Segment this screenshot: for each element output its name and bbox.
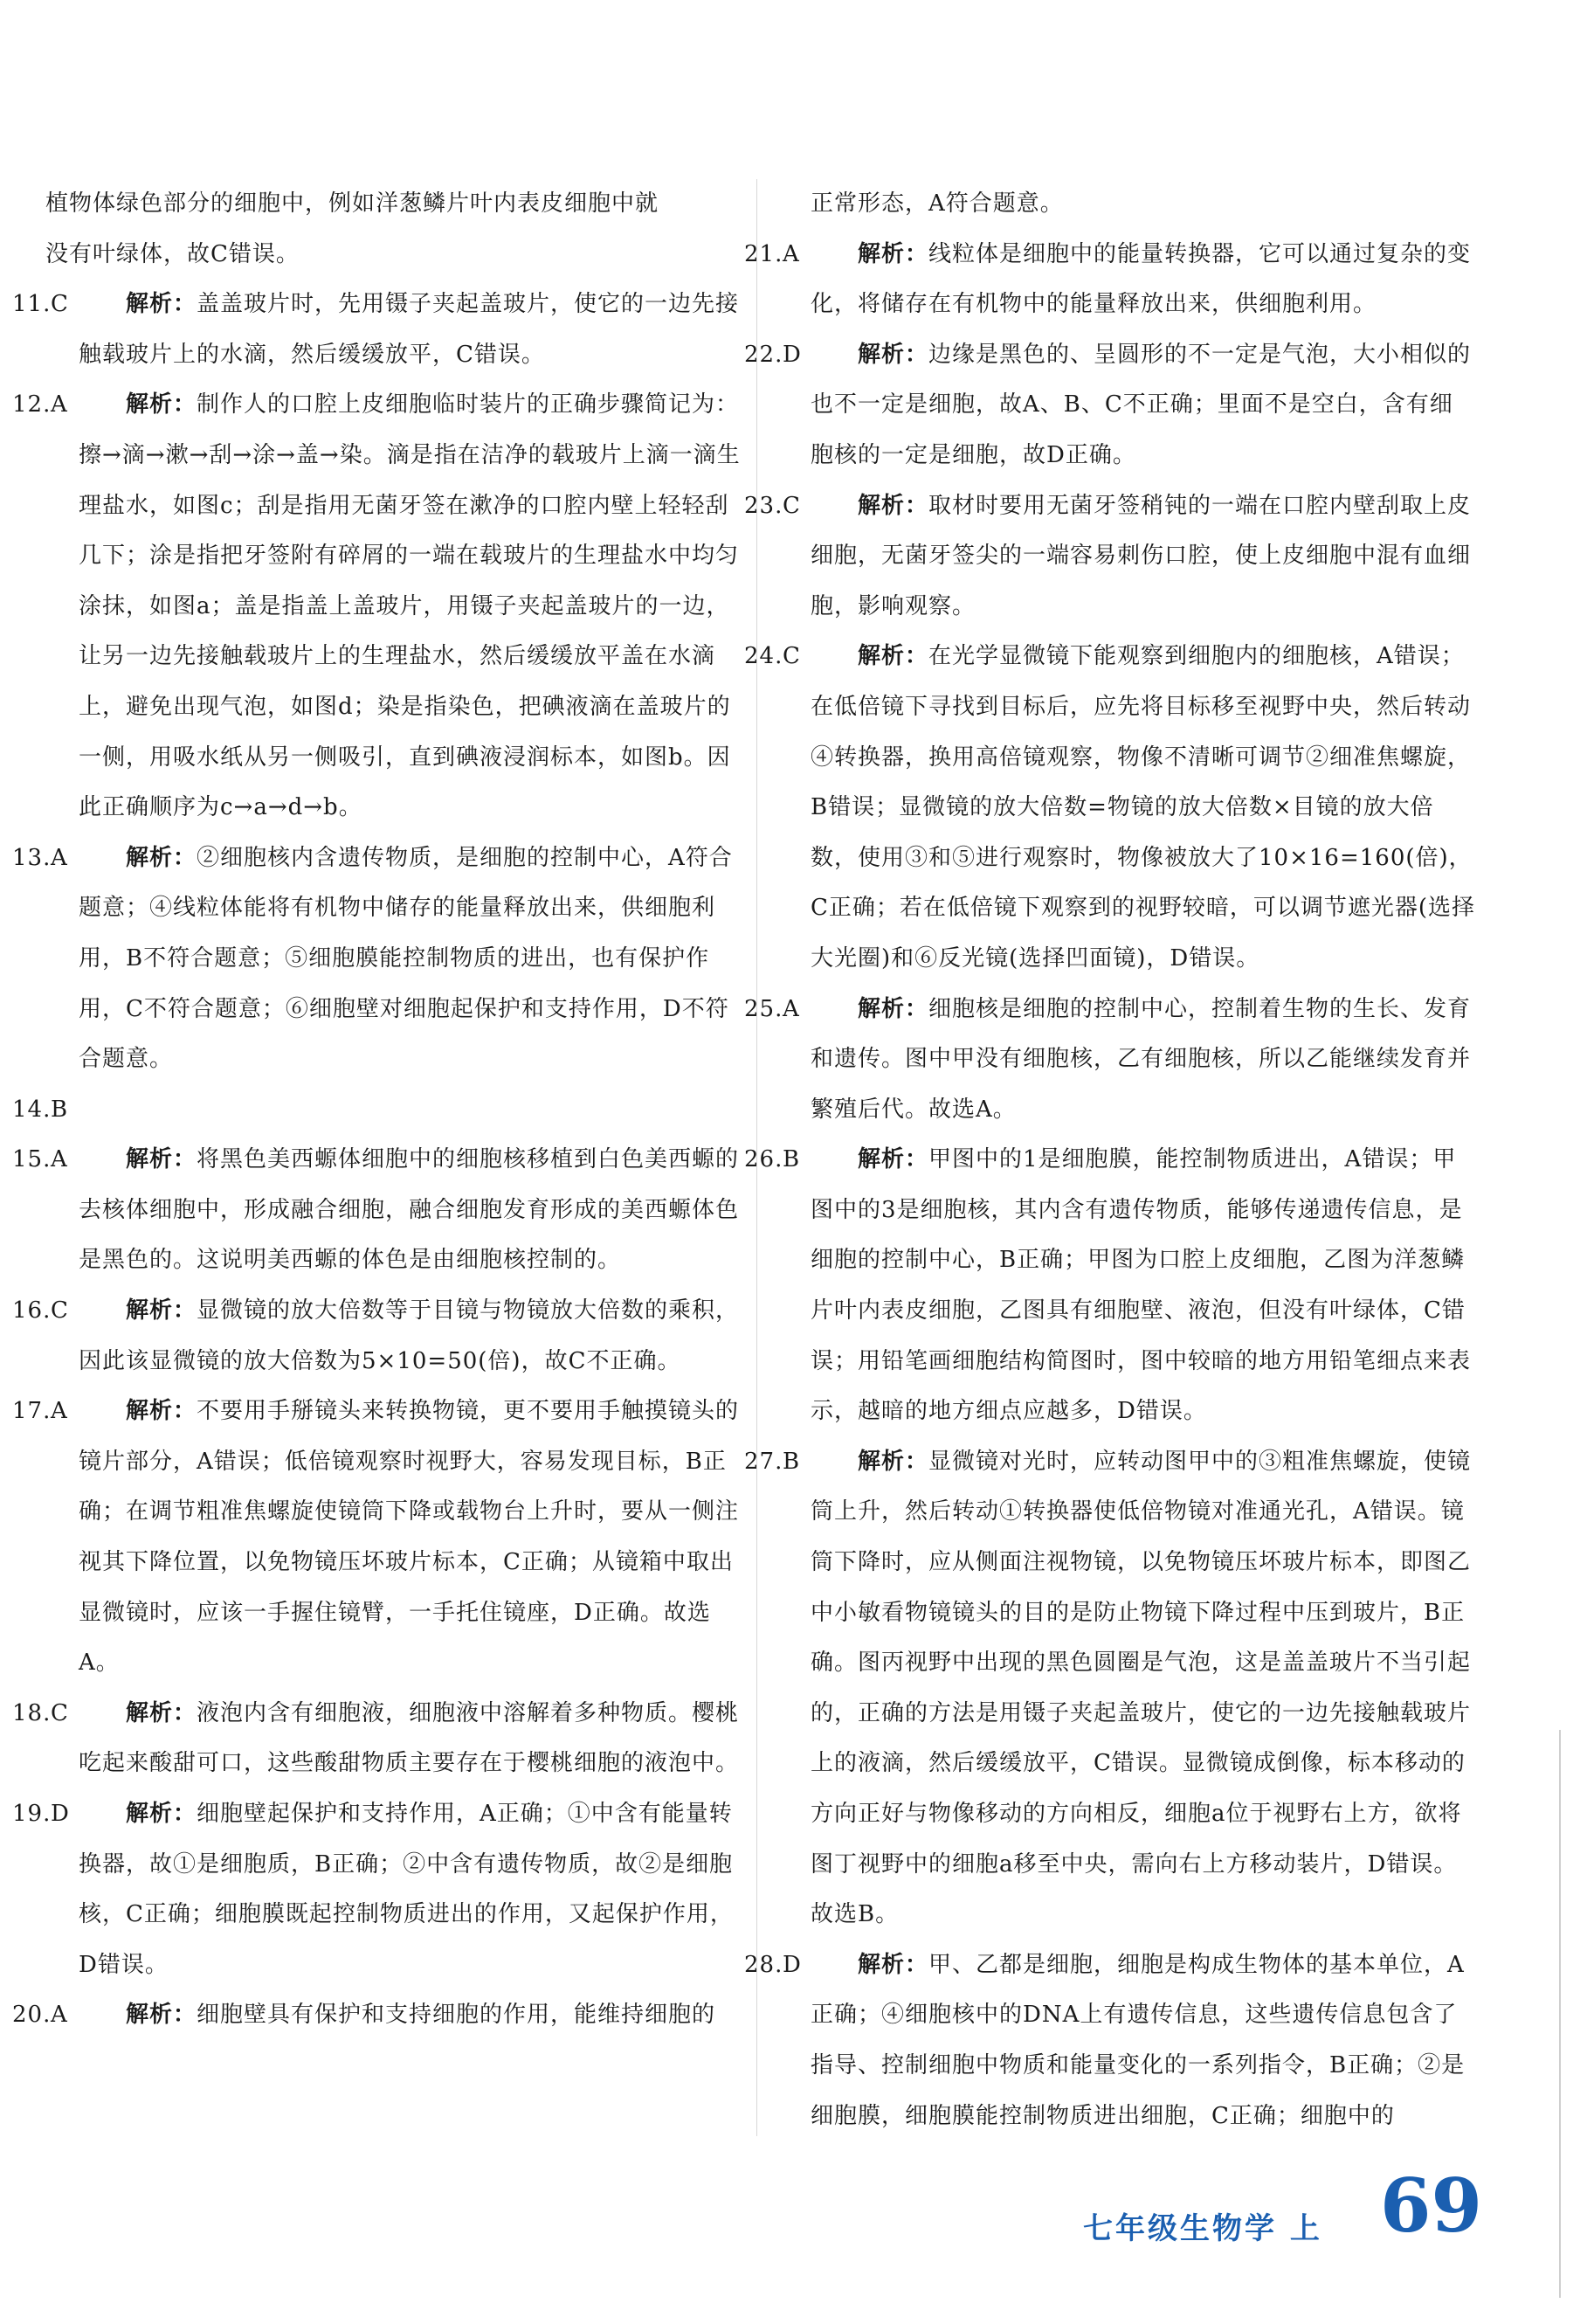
question-number: 21. [744,240,783,267]
question-number: 12. [12,391,52,418]
analysis-label: 解析： [126,291,197,318]
question-number: 17. [12,1398,52,1425]
question-number: 24. [744,643,783,670]
analysis-label: 解析： [858,240,929,267]
answer-entry-24 [744,632,1476,984]
answer-letter: D [51,1801,70,1827]
analysis-label: 解析： [126,391,197,418]
analysis-text: 在光学显微镜下能观察到细胞内的细胞核，A错误；在低倍镜下寻找到目标后，应先将目标移至视野中央，然后转动④转换器，换用高倍镜观察，物像不清晰可调节②细准焦螺旋，B错误；显微镜的放大倍数=物镜的放大倍数×目镜的放大倍数，使用③和⑤进行观察时，物像被放大了10×16=160(倍)，C正确；若在低倍镜下观察到的视野较暗，可以调节遮光器(选择大光圈)和⑥反光镜(选择凹面镜)，D错误。 [811,643,1476,972]
answer-letter: A [51,2002,68,2029]
answer-entry-27 [744,1437,1476,1940]
analysis-label: 解析： [858,341,929,368]
answer-entry-15 [12,1135,744,1286]
page-number: 69 [1380,2162,1482,2249]
answer-entry-26 [744,1135,1476,1437]
answer-letter: D [783,1951,802,1978]
analysis-text: 制作人的口腔上皮细胞临时装片的正确步骤简记为：擦→滴→漱→刮→涂→盖→染。滴是指在洁净的载玻片上滴一滴生理盐水，如图c；刮是指用无菌牙签在漱净的口腔内壁上轻轻刮几下；涂是指把牙签附有碎屑的一端在载玻片的生理盐水中均匀涂抹，如图a；盖是指盖上盖玻片，用镊子夹起盖玻片的一边，让另一边先接触载玻片上的生理盐水，然后缓缓放平盖在水滴上，避免出现气泡，如图d；染是指染色，把碘液滴在盖玻片的一侧，用吸水纸从另一侧吸引，直到碘液浸润标本，如图b。因此正确顺序为c→a→d→b。 [79,391,741,821]
continued-line: 植物体绿色部分的细胞中，例如洋葱鳞片叶内表皮细胞中就 [45,190,659,217]
answer-letter: C [783,492,801,519]
analysis-text: 甲图中的1是细胞膜，能控制物质进出，A错误；甲图中的3是细胞核，其内含有遗传物质，能够传递遗传信息，是细胞的控制中心，B正确；甲图为口腔上皮细胞，乙图为洋葱鳞片叶内表皮细胞，乙图具有细胞壁、液泡，但没有叶绿体，C错误；用铅笔画细胞结构简图时，图中较暗的地方用铅笔细点来表示，越暗的地方细点应越多，D错误。 [811,1146,1472,1425]
question-number: 26. [744,1146,783,1173]
question-number: 14. [12,1096,52,1123]
answer-entry-23 [744,481,1476,633]
answer-letter: C [51,291,69,318]
analysis-text: 边缘是黑色的、呈圆形的不一定是气泡，大小相似的也不一定是细胞，故A、B、C不正确；里面不是空白，含有细胞核的一定是细胞，故D正确。 [811,341,1472,468]
continued-line: 正常形态，A符合题意。 [811,190,1064,217]
answer-letter: C [51,1699,69,1726]
question-number: 11. [12,291,52,318]
analysis-text: 细胞壁起保护和支持作用，A正确；①中含有能量转换器，故①是细胞质，B正确；②中含有遗传物质，故②是细胞核，C正确；细胞膜既起控制物质进出的作用，又起保护作用，D错误。 [79,1801,734,1978]
answer-letter: A [51,391,68,418]
page-footer [1083,2162,1482,2258]
left-column [12,179,744,2041]
question-number: 16. [12,1297,52,1325]
analysis-text: 盖盖玻片时，先用镊子夹起盖玻片，使它的一边先接触载玻片上的水滴，然后缓缓放平，C错误。 [79,291,740,368]
question-number: 22. [744,341,783,368]
question-number: 20. [12,2002,52,2029]
analysis-text: 细胞壁具有保护和支持细胞的作用，能维持细胞的 [197,2002,716,2029]
answer-letter: A [783,240,800,267]
page-edge-line [1559,1730,1561,2298]
analysis-text: 将黑色美西螈体细胞中的细胞核移植到白色美西螈的去核体细胞中，形成融合细胞，融合细胞发育形成的美西螈体色是黑色的。这说明美西螈的体色是由细胞核控制的。 [79,1146,740,1274]
analysis-label: 解析： [858,643,929,670]
question-number: 23. [744,492,783,519]
answer-entry-22 [744,330,1476,481]
answer-letter: B [783,1146,801,1173]
question-number: 13. [12,844,52,871]
answer-entry-11 [12,280,744,380]
analysis-label: 解析： [126,1699,197,1726]
analysis-label: 解析： [858,1448,929,1475]
question-number: 18. [12,1699,52,1726]
answer-letter: A [51,844,68,871]
analysis-label: 解析： [858,492,929,519]
right-column [744,179,1476,2141]
answer-letter: D [783,341,802,368]
analysis-text: 取材时要用无菌牙签稍钝的一端在口腔内壁刮取上皮细胞，无菌牙签尖的一端容易刺伤口腔，使上皮细胞中混有血细胞，影响观察。 [811,492,1472,619]
analysis-label: 解析： [858,1951,929,1978]
answer-letter: B [783,1448,801,1475]
analysis-text: 甲、乙都是细胞，细胞是构成生物体的基本单位，A正确；④细胞核中的DNA上有遗传信息，这些遗传信息包含了指导、控制细胞中物质和能量变化的一系列指令，B正确；②是细胞膜，细胞膜能控制物质进出细胞，C正确；细胞中的 [811,1951,1466,2129]
book-title: 七年级生物学 上 [1083,2211,1322,2246]
question-number: 19. [12,1801,52,1827]
analysis-label: 解析： [126,1297,197,1325]
analysis-text: 液泡内含有细胞液，细胞液中溶解着多种物质。樱桃吃起来酸甜可口，这些酸甜物质主要存在于樱桃细胞的液泡中。 [79,1699,740,1777]
answer-entry-25 [744,985,1476,1136]
answer-letter: C [783,643,801,670]
answer-letter: A [51,1398,68,1425]
analysis-label: 解析： [126,1801,197,1827]
answer-entry-18 [12,1689,744,1789]
answer-entry-13 [12,833,744,1085]
analysis-text: 显微镜对光时，应转动图甲中的③粗准焦螺旋，使镜筒上升，然后转动①转换器使低倍物镜对准通光孔，A错误。镜筒下降时，应从侧面注视物镜，以免物镜压坏玻片标本，即图乙中小敏看物镜镜头的目的是防止物镜下降过程中压到玻片，B正确。图丙视野中出现的黑色圆圈是气泡，这是盖盖玻片不当引起的，正确的方法是用镊子夹起盖玻片，使它的一边先接触载玻片上的液滴，然后缓缓放平，C错误。显微镜成倒像，标本移动的方向正好与物像移动的方向相反，细胞a位于视野右上方，欲将图丁视野中的细胞a移至中央，需向右上方移动装片，D错误。故选B。 [811,1448,1472,1928]
answer-letter: B [51,1096,69,1123]
answer-entry-16 [12,1286,744,1387]
answer-entry-21 [744,230,1476,330]
analysis-text: ②细胞核内含遗传物质，是细胞的控制中心，A符合题意；④线粒体能将有机物中储存的能量释放出来，供细胞利用，B不符合题意；⑤细胞膜能控制物质的进出，也有保护作用，C不符合题意；⑥细胞壁对细胞起保护和支持作用，D不符合题意。 [79,844,733,1073]
analysis-label: 解析： [858,995,929,1022]
analysis-label: 解析： [126,1146,197,1173]
question-number: 15. [12,1146,52,1173]
analysis-text: 显微镜的放大倍数等于目镜与物镜放大倍数的乘积，因此该显微镜的放大倍数为5×10=50(倍)，故C不正确。 [79,1297,740,1374]
analysis-label: 解析： [126,2002,197,2029]
answer-letter: A [783,995,800,1022]
analysis-text: 细胞核是细胞的控制中心，控制着生物的生长、发育和遗传。图中甲没有细胞核，乙有细胞核，所以乙能继续发育并繁殖后代。故选A。 [811,995,1472,1123]
question-number: 25. [744,995,783,1022]
question-number: 28. [744,1951,783,1978]
answer-entry-17 [12,1387,744,1689]
analysis-label: 解析： [126,1398,197,1425]
answer-entry-12 [12,380,744,833]
continued-line: 没有叶绿体，故C错误。 [45,240,300,267]
answer-entry-28 [744,1940,1476,2141]
analysis-label: 解析： [126,844,197,871]
answer-entry-20 [12,1990,744,2041]
analysis-text: 不要用手掰镜头来转换物镜，更不要用手触摸镜头的镜片部分，A错误；低倍镜观察时视野大，容易发现目标，B正确；在调节粗准焦螺旋使镜筒下降或载物台上升时，要从一侧注视其下降位置，以免物镜压坏玻片标本，C正确；从镜箱中取出显微镜时，应该一手握住镜臂，一手托住镜座，D正确。故选A。 [79,1398,740,1677]
answer-entry-19 [12,1789,744,1990]
analysis-label: 解析： [858,1146,929,1173]
answer-letter: C [51,1297,69,1325]
analysis-text: 线粒体是细胞中的能量转换器，它可以通过复杂的变化，将储存在有机物中的能量释放出来，供细胞利用。 [811,240,1472,318]
question-number: 27. [744,1448,783,1475]
answer-entry-14 [12,1085,744,1136]
answer-letter: A [51,1146,68,1173]
